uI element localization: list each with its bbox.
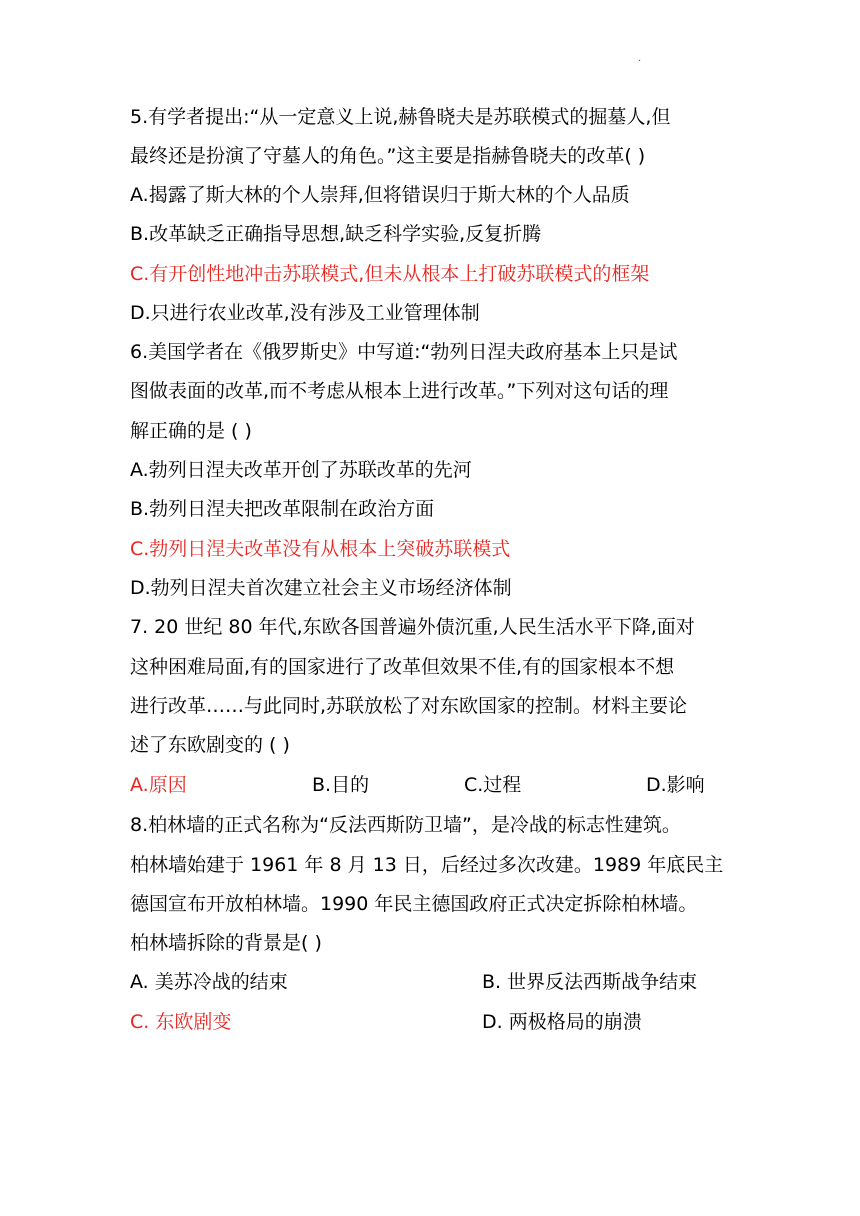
q5-stem-line-1: 5.有学者提出:“从一定意义上说,赫鲁晓夫是苏联模式的掘墓人,但 [130,106,671,128]
q6-stem-line-3: 解正确的是 ( ) [130,420,252,442]
q8-options-row-1 [130,969,730,995]
q6-option-c-answer: C.勃列日涅夫改革没有从根本上突破苏联模式 [130,538,511,560]
q7-stem-line-4: 述了东欧剧变的 ( ) [130,734,290,756]
q6-option-b: B.勃列日涅夫把改革限制在政治方面 [130,498,435,520]
q6-option-d: D.勃列日涅夫首次建立社会主义市场经济体制 [130,577,512,599]
q5-option-a: A.揭露了斯大林的个人崇拜,但将错误归于斯大林的个人品质 [130,184,630,206]
q6-stem-line-1: 6.美国学者在《俄罗斯史》中写道:“勃列日涅夫政府基本上只是试 [130,341,678,363]
q7-option-b: B.目的 [312,774,370,796]
q7-stem-line-1: 7. 20 世纪 80 年代,东欧各国普遍外债沉重,人民生活水平下降,面对 [130,616,695,638]
q8-options-row-2 [130,1009,730,1035]
q6-stem-line-2: 图做表面的改革,而不考虑从根本上进行改革。”下列对这句话的理 [130,380,669,402]
q7-option-d: D.影响 [646,774,705,796]
q7-option-c: C.过程 [464,774,522,796]
q8-stem-line-1: 8.柏林墙的正式名称为“反法西斯防卫墙”，是冷战的标志性建筑。 [130,814,681,836]
q8-option-a: A. 美苏冷战的结束 [130,971,288,993]
q7-stem-line-3: 进行改革……与此同时,苏联放松了对东欧国家的控制。材料主要论 [130,695,688,717]
q5-option-d: D.只进行农业改革,没有涉及工业管理体制 [130,302,480,324]
q7-option-a-answer: A.原因 [130,774,187,796]
q8-option-c-answer: C. 东欧剧变 [130,1011,232,1033]
q7-stem-line-2: 这种困难局面,有的国家进行了改革但效果不佳,有的国家根本不想 [130,656,675,678]
q8-stem-line-4: 柏林墙拆除的背景是( ) [130,932,322,954]
page-mark: · [638,56,642,67]
q8-stem-line-3: 德国宣布开放柏林墙。1990 年民主德国政府正式决定拆除柏林墙。 [130,893,698,915]
q8-stem-line-2: 柏林墙始建于 1961 年 8 月 13 日，后经过多次改建。1989 年底民主 [130,854,724,876]
q5-option-b: B.改革缺乏正确指导思想,缺乏科学实验,反复折腾 [130,223,542,245]
q6-option-a: A.勃列日涅夫改革开创了苏联改革的先河 [130,459,472,481]
q8-option-d: D. 两极格局的崩溃 [482,1011,642,1033]
q5-stem-line-2: 最终还是扮演了守墓人的角色。”这主要是指赫鲁晓夫的改革( ) [130,145,646,167]
q8-option-b: B. 世界反法西斯战争结束 [482,971,698,993]
q7-options [130,772,730,798]
q5-option-c-answer: C.有开创性地冲击苏联模式,但未从根本上打破苏联模式的框架 [130,263,650,285]
